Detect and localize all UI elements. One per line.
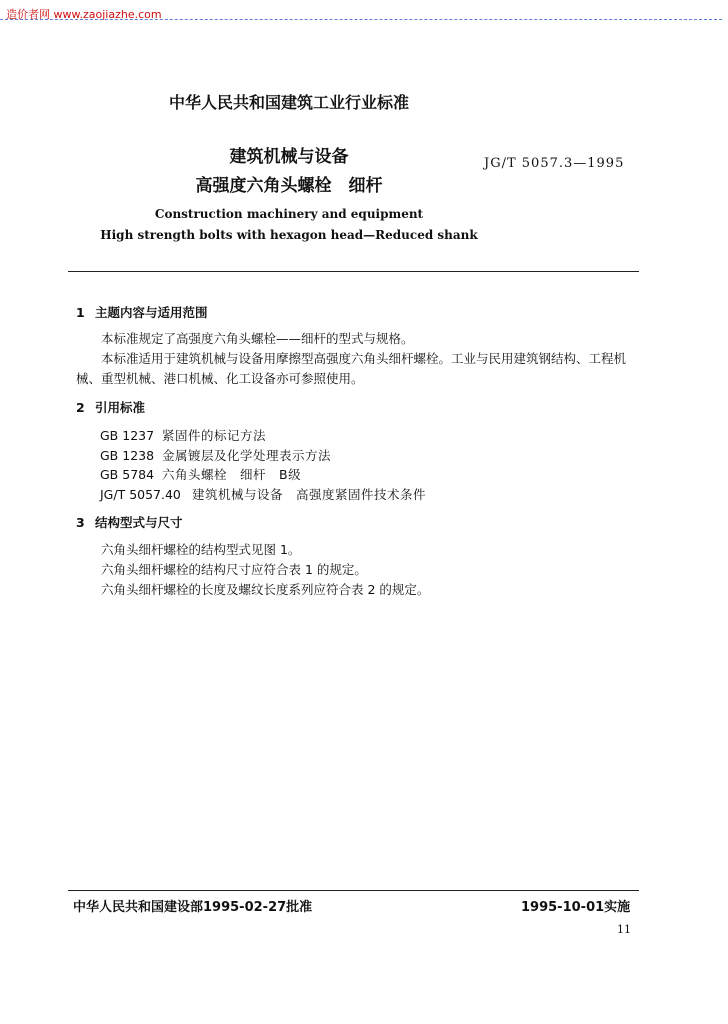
reference-title: 建筑机械与设备 高强度紧固件技术条件 xyxy=(192,487,427,502)
reference-title: 紧固件的标记方法 xyxy=(162,428,267,443)
reference-code: JG/T 5057.40 xyxy=(100,487,181,502)
industry-standard-heading: 中华人民共和国建筑工业行业标准 xyxy=(168,93,409,112)
section-title: 引用标准 xyxy=(95,400,146,415)
standard-title-line2: 高强度六角头螺栓 细杆 xyxy=(195,176,383,196)
paragraph: 本标准规定了高强度六角头螺栓——细杆的型式与规格。 xyxy=(101,331,414,346)
section-heading-2 xyxy=(76,398,145,416)
reference-code: GB 1238 xyxy=(100,448,155,463)
page-number: 11 xyxy=(617,923,631,936)
section-heading-3 xyxy=(76,513,183,531)
reference-item xyxy=(100,465,301,483)
approval-statement: 中华人民共和国建设部1995-02-27批准 xyxy=(73,900,313,915)
english-title-line1: Construction machinery and equipment xyxy=(154,207,424,221)
watermark-divider xyxy=(0,19,722,20)
paragraph: 六角头细杆螺栓的结构型式见图 1。 xyxy=(101,542,301,557)
section-heading-1 xyxy=(76,303,208,321)
paragraph: 六角头细杆螺栓的长度及螺纹长度系列应符合表 2 的规定。 xyxy=(101,582,430,597)
header-divider xyxy=(68,271,639,272)
reference-item xyxy=(100,485,426,503)
standard-title-line1: 建筑机械与设备 xyxy=(229,147,349,167)
reference-item xyxy=(100,446,331,464)
section-title: 结构型式与尺寸 xyxy=(95,515,183,530)
section-number: 1 xyxy=(76,305,85,320)
reference-code: GB 1237 xyxy=(100,428,155,443)
standard-code: JG/T 5057.3—1995 xyxy=(484,156,625,171)
english-title-line2: High strength bolts with hexagon head—Reduced shank xyxy=(100,228,478,242)
watermark-text: 造价者网 www.zaojiazhe.com xyxy=(6,8,162,21)
paragraph: 本标准适用于建筑机械与设备用摩擦型高强度六角头细杆螺栓。工业与民用建筑钢结构、工程机 xyxy=(101,351,627,366)
reference-title: 金属镀层及化学处理表示方法 xyxy=(162,448,332,463)
paragraph: 六角头细杆螺栓的结构尺寸应符合表 1 的规定。 xyxy=(101,562,367,577)
reference-title: 六角头螺栓 细杆 B级 xyxy=(162,467,302,482)
footer-divider xyxy=(68,890,639,891)
reference-code: GB 5784 xyxy=(100,467,155,482)
paragraph-continuation: 械、重型机械、港口机械、化工设备亦可参照使用。 xyxy=(76,371,364,386)
section-number: 2 xyxy=(76,400,85,415)
reference-item xyxy=(100,426,266,444)
section-number: 3 xyxy=(76,515,85,530)
implementation-date: 1995-10-01实施 xyxy=(521,900,631,915)
section-title: 主题内容与适用范围 xyxy=(95,305,208,320)
